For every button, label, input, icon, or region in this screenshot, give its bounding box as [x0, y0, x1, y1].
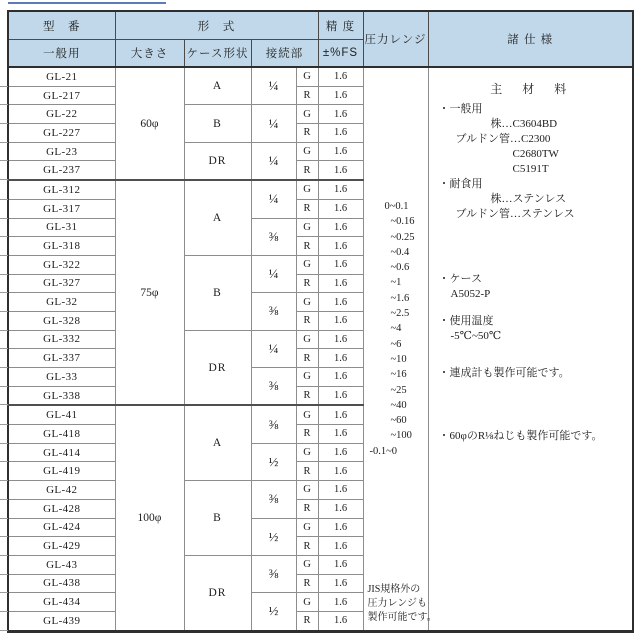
header-row-1 — [8, 11, 633, 40]
col-header-type: 形 式 — [115, 11, 318, 40]
thread-cell: G — [296, 105, 318, 124]
model-cell: GL-41 — [8, 405, 115, 424]
col-header-case-shape: ケース形状 — [184, 40, 251, 68]
specifications-content — [429, 68, 633, 630]
col-header-pressure-range: 圧力レンジ — [363, 11, 428, 67]
model-cell: GL-32 — [8, 293, 115, 312]
thread-cell: R — [296, 537, 318, 556]
accuracy-cell: 1.6 — [318, 481, 363, 500]
model-cell: GL-227 — [8, 124, 115, 143]
connection-size-cell: ¼ — [251, 67, 296, 105]
spec-line: ・一般用 — [438, 103, 483, 115]
spec-line: ブルドン管…C2300 — [455, 133, 551, 145]
pressure-value: ~10 — [390, 353, 407, 365]
case-shape-cell: B — [184, 481, 251, 556]
thread-cell: R — [296, 462, 318, 481]
connection-size-cell: ⅜ — [251, 218, 296, 255]
spec-line: ・連成計も製作可能です。 — [438, 367, 570, 379]
thread-cell: R — [296, 86, 318, 105]
model-cell: GL-322 — [8, 255, 115, 274]
thread-cell: R — [296, 425, 318, 444]
thread-cell: R — [296, 611, 318, 631]
spec-line: ・60φのR⅛ねじも製作可能です。 — [438, 430, 603, 442]
spec-line: C5191T — [512, 163, 549, 175]
model-cell: GL-424 — [8, 518, 115, 537]
connection-size-cell: ⅜ — [251, 405, 296, 443]
spec-line: ・耐食用 — [438, 178, 483, 190]
pressure-value: ~60 — [390, 415, 407, 427]
thread-cell: G — [296, 293, 318, 312]
connection-size-cell: ¼ — [251, 330, 296, 367]
accuracy-cell: 1.6 — [318, 405, 363, 424]
connection-size-cell: ⅜ — [251, 368, 296, 406]
model-cell: GL-439 — [8, 611, 115, 631]
case-shape-cell: A — [184, 180, 251, 255]
jis-note-line: 圧力レンジも — [367, 597, 427, 609]
accuracy-cell: 1.6 — [318, 105, 363, 124]
pressure-value: -0.1~0 — [369, 445, 398, 457]
model-cell: GL-338 — [8, 386, 115, 405]
case-shape-cell: A — [184, 405, 251, 480]
model-cell: GL-22 — [8, 105, 115, 124]
accuracy-cell: 1.6 — [318, 311, 363, 330]
model-cell: GL-23 — [8, 142, 115, 161]
size-cell: 100φ — [115, 405, 184, 631]
col-header-model: 型 番 — [8, 11, 115, 40]
model-cell: GL-237 — [8, 161, 115, 180]
jis-note — [364, 583, 437, 630]
thread-cell: G — [296, 518, 318, 537]
accuracy-cell: 1.6 — [318, 293, 363, 312]
model-cell: GL-317 — [8, 199, 115, 218]
pressure-value: ~100 — [390, 430, 412, 442]
thread-cell: R — [296, 161, 318, 180]
accuracy-cell: 1.6 — [318, 255, 363, 274]
model-cell: GL-33 — [8, 368, 115, 387]
case-shape-cell: DR — [184, 142, 251, 180]
connection-size-cell: ¼ — [251, 105, 296, 142]
thread-cell: G — [296, 481, 318, 500]
spec-line: A5052-P — [450, 288, 491, 300]
accuracy-cell: 1.6 — [318, 86, 363, 105]
spec-line: 株…C3604BD — [490, 118, 558, 130]
size-cell: 60φ — [115, 67, 184, 180]
model-cell: GL-428 — [8, 499, 115, 518]
spec-line: ・使用温度 — [438, 315, 494, 327]
model-cell: GL-414 — [8, 443, 115, 462]
spec-line: ・ケース — [438, 273, 482, 285]
pressure-value: ~4 — [390, 323, 402, 335]
thread-cell: R — [296, 124, 318, 143]
table-header — [8, 11, 633, 67]
connection-size-cell: ⅜ — [251, 293, 296, 330]
accuracy-cell: 1.6 — [318, 218, 363, 237]
accuracy-cell: 1.6 — [318, 180, 363, 199]
pressure-value: ~2.5 — [390, 308, 410, 320]
pressure-value: 0~0.1 — [384, 201, 409, 212]
case-shape-cell: B — [184, 105, 251, 142]
accuracy-cell: 1.6 — [318, 237, 363, 256]
accuracy-cell: 1.6 — [318, 499, 363, 518]
accuracy-cell: 1.6 — [318, 142, 363, 161]
spec-title: 主 材 料 — [490, 82, 571, 96]
thread-cell: G — [296, 67, 318, 86]
accuracy-cell: 1.6 — [318, 518, 363, 537]
model-cell: GL-327 — [8, 274, 115, 293]
accuracy-cell: 1.6 — [318, 199, 363, 218]
col-header-size: 大きさ — [115, 40, 184, 68]
accuracy-cell: 1.6 — [318, 368, 363, 387]
table-body — [8, 67, 633, 631]
thread-cell: G — [296, 330, 318, 349]
title-underline — [8, 2, 166, 4]
col-header-specifications: 諸 仕 様 — [428, 11, 633, 67]
model-cell: GL-337 — [8, 349, 115, 368]
pressure-values — [364, 199, 428, 459]
pressure-value: ~25 — [390, 384, 407, 396]
thread-cell: R — [296, 386, 318, 405]
specifications-cell — [428, 67, 633, 631]
connection-size-cell: ⅜ — [251, 481, 296, 518]
accuracy-cell: 1.6 — [318, 124, 363, 143]
model-cell: GL-42 — [8, 481, 115, 500]
thread-cell: R — [296, 499, 318, 518]
accuracy-cell: 1.6 — [318, 161, 363, 180]
connection-size-cell: ½ — [251, 443, 296, 480]
accuracy-cell: 1.6 — [318, 386, 363, 405]
model-cell: GL-332 — [8, 330, 115, 349]
accuracy-cell: 1.6 — [318, 274, 363, 293]
pressure-value: ~0.25 — [390, 231, 415, 243]
case-shape-cell: A — [184, 67, 251, 105]
spec-table — [7, 10, 634, 633]
pressure-value: ~0.16 — [390, 216, 415, 228]
model-cell: GL-312 — [8, 180, 115, 199]
thread-cell: G — [296, 405, 318, 424]
connection-size-cell: ½ — [251, 593, 296, 631]
connection-size-cell: ¼ — [251, 142, 296, 180]
connection-size-cell: ¼ — [251, 180, 296, 218]
model-cell: GL-318 — [8, 237, 115, 256]
thread-cell: G — [296, 218, 318, 237]
spec-line: ブルドン管…ステンレス — [455, 208, 575, 220]
size-cell: 75φ — [115, 180, 184, 405]
col-header-connection: 接続部 — [251, 40, 318, 68]
thread-cell: R — [296, 574, 318, 593]
pressure-value: ~40 — [390, 399, 407, 411]
model-cell: GL-217 — [8, 86, 115, 105]
accuracy-cell: 1.6 — [318, 330, 363, 349]
case-shape-cell: DR — [184, 330, 251, 405]
thread-cell: G — [296, 368, 318, 387]
model-cell: GL-419 — [8, 462, 115, 481]
model-cell: GL-43 — [8, 555, 115, 574]
connection-size-cell: ½ — [251, 518, 296, 555]
accuracy-cell: 1.6 — [318, 443, 363, 462]
col-header-general-use: 一般用 — [8, 40, 115, 68]
thread-cell: G — [296, 255, 318, 274]
thread-cell: R — [296, 311, 318, 330]
model-cell: GL-31 — [8, 218, 115, 237]
accuracy-cell: 1.6 — [318, 593, 363, 612]
thread-cell: R — [296, 274, 318, 293]
spec-line: C2680TW — [512, 148, 559, 160]
thread-cell: G — [296, 180, 318, 199]
thread-cell: G — [296, 443, 318, 462]
accuracy-cell: 1.6 — [318, 574, 363, 593]
accuracy-cell: 1.6 — [318, 537, 363, 556]
model-cell: GL-21 — [8, 67, 115, 86]
jis-note-line: JIS規格外の — [367, 583, 421, 595]
thread-cell: R — [296, 349, 318, 368]
jis-note-line: 製作可能です。 — [367, 611, 437, 623]
case-shape-cell: DR — [184, 555, 251, 631]
thread-cell: R — [296, 237, 318, 256]
connection-size-cell: ¼ — [251, 255, 296, 292]
table-row — [8, 67, 633, 86]
pressure-value: ~16 — [390, 369, 407, 381]
col-header-accuracy: 精 度 — [318, 11, 363, 40]
model-cell: GL-418 — [8, 425, 115, 444]
accuracy-cell: 1.6 — [318, 425, 363, 444]
col-header-accuracy-unit: ±%FS — [318, 40, 363, 68]
pressure-range-list — [364, 68, 437, 630]
spec-line: 株…ステンレス — [490, 193, 567, 205]
model-cell: GL-434 — [8, 593, 115, 612]
accuracy-cell: 1.6 — [318, 555, 363, 574]
spec-line: -5℃~50℃ — [450, 330, 502, 342]
accuracy-cell: 1.6 — [318, 67, 363, 86]
model-cell: GL-429 — [8, 537, 115, 556]
model-cell: GL-438 — [8, 574, 115, 593]
accuracy-cell: 1.6 — [318, 462, 363, 481]
pressure-value: ~6 — [390, 338, 402, 350]
case-shape-cell: B — [184, 255, 251, 330]
accuracy-cell: 1.6 — [318, 611, 363, 631]
model-cell: GL-328 — [8, 311, 115, 330]
pressure-value: ~0.6 — [390, 262, 410, 274]
connection-size-cell: ⅜ — [251, 555, 296, 592]
thread-cell: R — [296, 199, 318, 218]
pressure-range-cell — [363, 67, 437, 631]
pressure-value: ~0.4 — [390, 246, 410, 258]
thread-cell: G — [296, 142, 318, 161]
pressure-value: ~1.6 — [390, 292, 410, 304]
thread-cell: G — [296, 555, 318, 574]
pressure-value: ~1 — [390, 277, 402, 289]
thread-cell: G — [296, 593, 318, 612]
accuracy-cell: 1.6 — [318, 349, 363, 368]
